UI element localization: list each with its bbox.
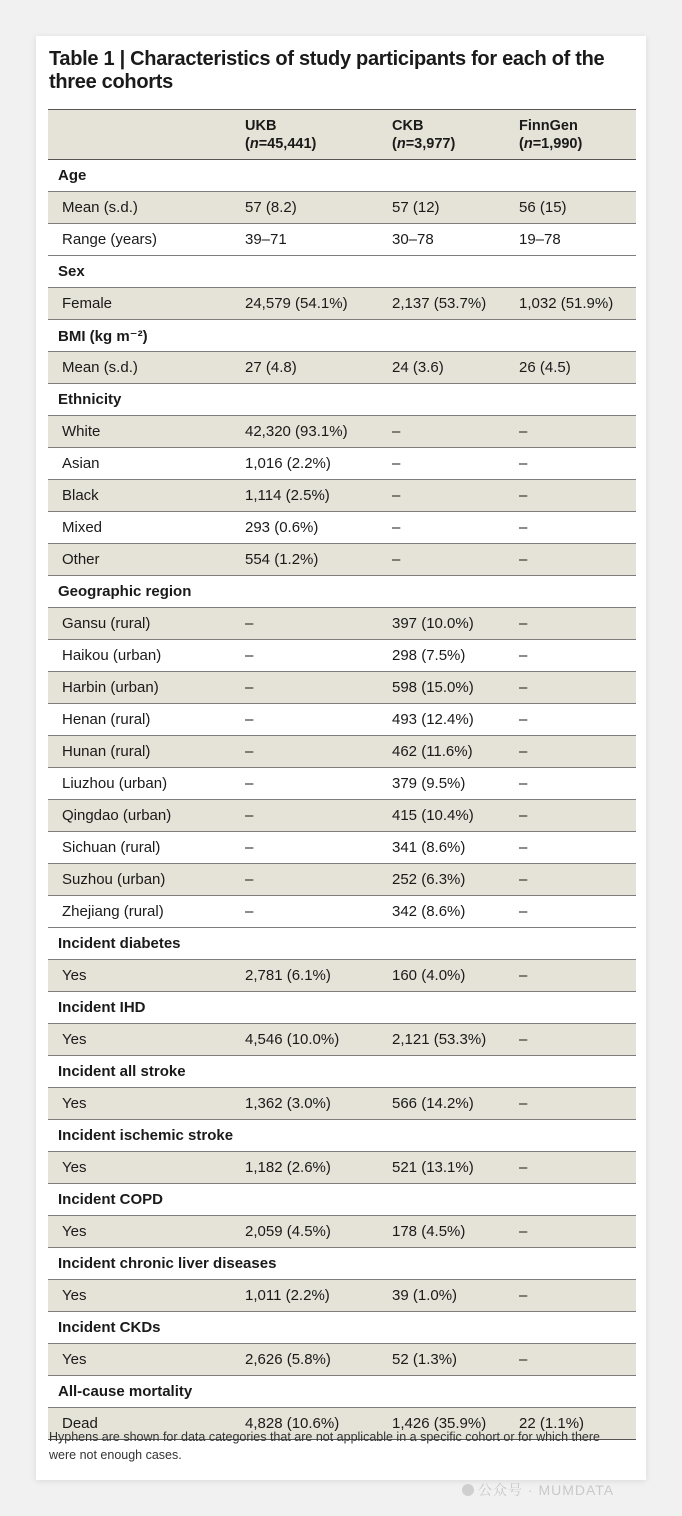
table-row [48,896,636,928]
section-title: Geographic region [48,576,636,608]
cell-ckb: 160 (4.0%) [392,960,519,992]
cell-ckb: – [392,448,519,480]
section-header-row [48,1120,636,1152]
table-row [48,352,636,384]
cell-ukb: – [245,864,392,896]
row-label: Liuzhou (urban) [48,768,245,800]
cell-ckb: 2,137 (53.7%) [392,288,519,320]
table-body [48,160,636,1440]
table-row [48,640,636,672]
cell-finngen: – [519,1216,636,1248]
cell-ckb: 566 (14.2%) [392,1088,519,1120]
cell-ukb: – [245,672,392,704]
table-card [36,36,646,1480]
row-label: Qingdao (urban) [48,800,245,832]
cell-finngen: – [519,1024,636,1056]
section-title: All-cause mortality [48,1376,636,1408]
cell-ckb: 2,121 (53.3%) [392,1024,519,1056]
cell-ukb: 1,016 (2.2%) [245,448,392,480]
table-footnote: Hyphens are shown for data categories that are not applicable in a specific cohort or for which there were not enough cases. [49,1430,601,1462]
cell-ukb: 2,059 (4.5%) [245,1216,392,1248]
row-label: Yes [48,1088,245,1120]
row-label: Mixed [48,512,245,544]
cell-finngen: – [519,800,636,832]
cell-finngen: 1,032 (51.9%) [519,288,636,320]
cell-finngen: – [519,864,636,896]
section-title: Incident diabetes [48,928,636,960]
wechat-icon [462,1484,474,1496]
row-label: Asian [48,448,245,480]
section-header-row [48,1056,636,1088]
row-label: Suzhou (urban) [48,864,245,896]
cell-finngen: 22 (1.1%) [519,1408,636,1440]
cell-ukb: 57 (8.2) [245,192,392,224]
cell-ukb: – [245,736,392,768]
section-title: Age [48,160,636,192]
row-label: Henan (rural) [48,704,245,736]
cell-ckb: 415 (10.4%) [392,800,519,832]
row-label: Zhejiang (rural) [48,896,245,928]
cell-ckb: 24 (3.6) [392,352,519,384]
row-label: Hunan (rural) [48,736,245,768]
table-row [48,832,636,864]
cell-finngen: – [519,1088,636,1120]
row-label: Harbin (urban) [48,672,245,704]
cell-ckb: 298 (7.5%) [392,640,519,672]
table-header-row [48,110,636,160]
table-row [48,960,636,992]
row-label: Sichuan (rural) [48,832,245,864]
section-header-row [48,1248,636,1280]
cell-finngen: – [519,832,636,864]
cell-ckb: 521 (13.1%) [392,1152,519,1184]
cell-ckb: 252 (6.3%) [392,864,519,896]
section-title: Ethnicity [48,384,636,416]
cell-finngen: – [519,1152,636,1184]
section-header-row [48,320,636,352]
row-label: Yes [48,1280,245,1312]
cell-finngen: – [519,768,636,800]
cell-ckb: 342 (8.6%) [392,896,519,928]
table-row [48,224,636,256]
cell-ukb: – [245,704,392,736]
cell-ukb: 554 (1.2%) [245,544,392,576]
cell-ukb: 27 (4.8) [245,352,392,384]
cell-finngen: 19–78 [519,224,636,256]
cell-ukb: 4,828 (10.6%) [245,1408,392,1440]
row-label: Yes [48,1344,245,1376]
cell-ckb: 57 (12) [392,192,519,224]
cell-ukb: 39–71 [245,224,392,256]
cell-finngen: – [519,544,636,576]
cell-finngen: – [519,1280,636,1312]
cell-ckb: 397 (10.0%) [392,608,519,640]
section-header-row [48,1376,636,1408]
cell-ukb: 1,182 (2.6%) [245,1152,392,1184]
table-row [48,480,636,512]
table-row [48,1344,636,1376]
row-label: Gansu (rural) [48,608,245,640]
row-label: Female [48,288,245,320]
cell-ukb: – [245,608,392,640]
section-title: Incident IHD [48,992,636,1024]
section-title: BMI (kg m⁻²) [48,320,636,352]
table-row [48,544,636,576]
section-header-row [48,256,636,288]
cell-finngen: – [519,736,636,768]
table-row [48,1152,636,1184]
row-label: Other [48,544,245,576]
header-ckb: CKB (n=3,977) [392,110,519,160]
cell-ckb: 39 (1.0%) [392,1280,519,1312]
cell-finngen: – [519,1344,636,1376]
row-label: Yes [48,1216,245,1248]
cell-ukb: – [245,832,392,864]
section-title: Incident COPD [48,1184,636,1216]
table-row [48,416,636,448]
cell-ukb: 4,546 (10.0%) [245,1024,392,1056]
row-label: Range (years) [48,224,245,256]
table-row [48,192,636,224]
table-row [48,768,636,800]
cell-finngen: – [519,672,636,704]
cell-finngen: 26 (4.5) [519,352,636,384]
section-header-row [48,160,636,192]
section-header-row [48,1312,636,1344]
table-row [48,704,636,736]
cell-ckb: 598 (15.0%) [392,672,519,704]
characteristics-table [48,109,636,1440]
row-label: Yes [48,1152,245,1184]
table-row [48,672,636,704]
cell-ckb: 52 (1.3%) [392,1344,519,1376]
section-header-row [48,384,636,416]
cell-ckb: – [392,480,519,512]
section-title: Incident CKDs [48,1312,636,1344]
cell-ckb: 493 (12.4%) [392,704,519,736]
cell-ukb: 24,579 (54.1%) [245,288,392,320]
watermark: 公众号 · MUMDATA [462,1480,614,1500]
section-header-row [48,992,636,1024]
table-row [48,1280,636,1312]
section-header-row [48,1184,636,1216]
section-header-row [48,928,636,960]
row-label: Yes [48,1024,245,1056]
cell-ckb: 462 (11.6%) [392,736,519,768]
cell-finngen: – [519,416,636,448]
row-label: White [48,416,245,448]
row-label: Black [48,480,245,512]
section-title: Incident chronic liver diseases [48,1248,636,1280]
section-title: Incident ischemic stroke [48,1120,636,1152]
table-row [48,736,636,768]
cell-ckb: 341 (8.6%) [392,832,519,864]
row-label: Mean (s.d.) [48,352,245,384]
table-row [48,1088,636,1120]
cell-ckb: 1,426 (35.9%) [392,1408,519,1440]
cell-finngen: – [519,896,636,928]
table-title: Table 1 | Characteristics of study participants for each of the three cohorts [49,48,605,93]
table-row [48,512,636,544]
cell-ukb: 2,781 (6.1%) [245,960,392,992]
cell-ukb: – [245,896,392,928]
cell-finngen: – [519,480,636,512]
row-label: Yes [48,960,245,992]
cell-ckb: – [392,544,519,576]
cell-ukb: – [245,768,392,800]
cell-ukb: 1,011 (2.2%) [245,1280,392,1312]
cell-ukb: – [245,640,392,672]
table-row [48,288,636,320]
table-row [48,1216,636,1248]
cell-finngen: – [519,640,636,672]
cell-ckb: 379 (9.5%) [392,768,519,800]
row-label: Dead [48,1408,245,1440]
header-empty-cell [48,110,245,160]
row-label: Mean (s.d.) [48,192,245,224]
row-label: Haikou (urban) [48,640,245,672]
cell-finngen: 56 (15) [519,192,636,224]
table-row [48,864,636,896]
section-title: Sex [48,256,636,288]
section-header-row [48,576,636,608]
cell-finngen: – [519,960,636,992]
cell-ukb: 293 (0.6%) [245,512,392,544]
table-row [48,1024,636,1056]
cell-ckb: 178 (4.5%) [392,1216,519,1248]
table-row [48,608,636,640]
cell-finngen: – [519,448,636,480]
cell-ukb: 42,320 (93.1%) [245,416,392,448]
cell-ckb: – [392,512,519,544]
cell-ukb: 1,362 (3.0%) [245,1088,392,1120]
cell-ckb: – [392,416,519,448]
cell-ukb: – [245,800,392,832]
header-ukb: UKB (n=45,441) [245,110,392,160]
cell-finngen: – [519,704,636,736]
cell-ukb: 2,626 (5.8%) [245,1344,392,1376]
cell-finngen: – [519,608,636,640]
header-finngen: FinnGen (n=1,990) [519,110,636,160]
section-title: Incident all stroke [48,1056,636,1088]
table-row [48,448,636,480]
table-row [48,800,636,832]
cell-ukb: 1,114 (2.5%) [245,480,392,512]
cell-ckb: 30–78 [392,224,519,256]
cell-finngen: – [519,512,636,544]
